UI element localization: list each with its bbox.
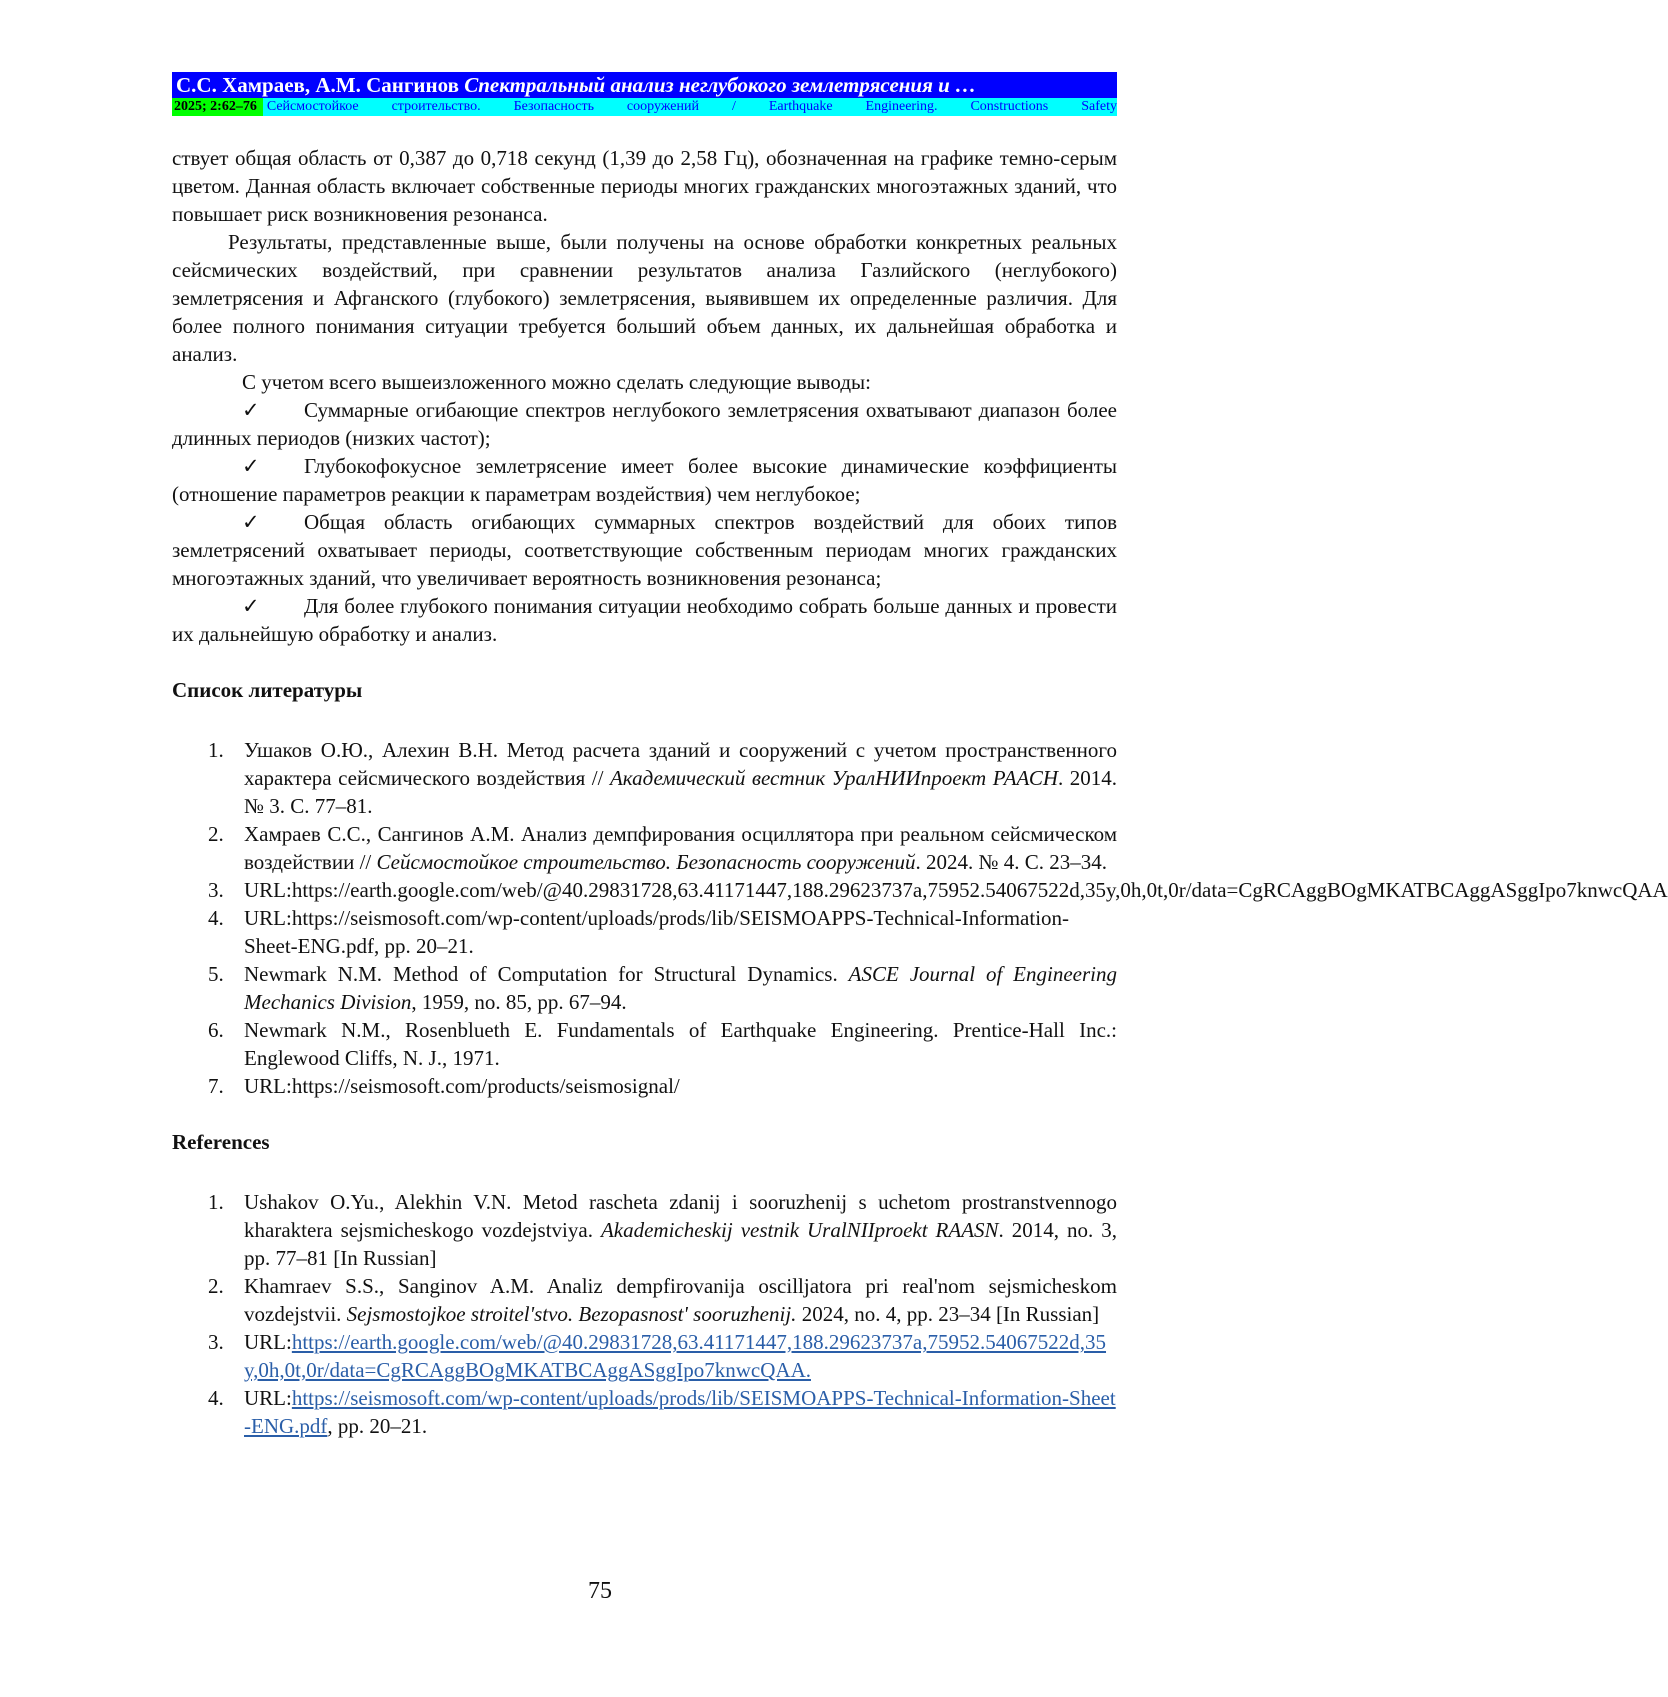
conclusion-text: Суммарные огибающие спектров неглубокого землетрясения охватывают диапазон более длинных периодов (низких частот); — [172, 398, 1117, 450]
paragraph: С учетом всего вышеизложенного можно сделать следующие выводы: — [242, 370, 871, 394]
reference-text: Ushakov O.Yu., Alekhin V.N. Metod rascheta zdanij i sooruzhenij s uchetom prostranstvennogo kharaktera sejsmicheskogo vozdejstviya. — [244, 1190, 1117, 1242]
header-journal-name: Сейсмостойкое строительство. Безопасность сооружений / Earthquake Engineering. Constructions Safety — [266, 99, 1117, 114]
references-list — [172, 1188, 1117, 1440]
conclusions-list — [172, 396, 1117, 648]
reference-source: Сейсмостойкое строительство. Безопасность сооружений — [376, 850, 916, 874]
reference-details: . 2014, no. 3, pp. 77–81 [In Russian] — [244, 1218, 1118, 1270]
references-heading: References — [172, 1130, 270, 1154]
reference-text: URL: — [244, 1386, 292, 1410]
reference-text: URL:https://earth.google.com/web/@40.29831728,63.41171447,188.29623737a,75952.54067522d,35y,0h,0t,0r/data=CgRCAggBOgMKATBCAggASggIpo7knwcQAA — [244, 878, 1668, 902]
reference-number: 4. — [208, 1386, 224, 1410]
reference-source: Академический вестник УралНИИпроект РААСН — [609, 766, 1059, 790]
reference-text: URL: — [244, 1330, 292, 1354]
reference-link[interactable]: https://seismosoft.com/wp-content/uploads/prods/lib/SEISMOAPPS-Technical-Information-Sheet-ENG.pdf — [244, 1386, 1116, 1438]
header-article-title: Спектральный анализ неглубокого землетрясения и … — [464, 73, 977, 97]
reference-source: ASCE Journal of Engineering Mechanics Division — [244, 962, 1117, 1014]
reference-number: 3. — [208, 1330, 224, 1354]
reference-item — [172, 1188, 1117, 1272]
conclusion-text: Для более глубокого понимания ситуации необходимо собрать больше данных и провести их дальнейшую обработку и анализ. — [172, 594, 1117, 646]
check-mark-icon: ✓ — [242, 594, 260, 618]
reference-item — [172, 960, 1117, 1016]
reference-details: 2024, no. 4, pp. 23–34 [In Russian] — [796, 1302, 1100, 1326]
reference-number: 6. — [208, 1018, 224, 1042]
reference-number: 1. — [208, 1190, 224, 1214]
reference-item — [172, 1328, 1117, 1384]
reference-details: . 2014. № 3. С. 77–81. — [244, 766, 1118, 818]
reference-item — [172, 736, 1117, 820]
reference-link[interactable]: https://earth.google.com/web/@40.29831728,63.41171447,188.29623737a,75952.54067522d,35y,0h,0t,0r/data=CgRCAggBOgMKATBCAggASggIpo7knwcQAA. — [244, 1330, 1107, 1382]
reference-number: 2. — [208, 1274, 224, 1298]
reference-number: 4. — [208, 906, 224, 930]
reference-text: Khamraev S.S., Sanginov A.M. Analiz dempfirovanija oscilljatora pri real'nom sejsmicheskom vozdejstvii. — [244, 1274, 1117, 1326]
conclusion-item — [172, 396, 1117, 452]
reference-number: 5. — [208, 962, 224, 986]
reference-source: Sejsmostojkoe stroitel'stvo. Bezopasnost' sooruzhenij. — [346, 1302, 797, 1326]
reference-text: URL:https://seismosoft.com/products/seismosignal/ — [244, 1074, 680, 1098]
reference-source: Akademicheskij vestnik UralNIIproekt RAASN — [600, 1218, 999, 1242]
reference-item — [172, 876, 1668, 904]
reference-item — [172, 1272, 1117, 1328]
reference-details: , pp. 20–21. — [327, 1414, 428, 1438]
reference-text: Newmark N.M., Rosenblueth E. Fundamentals of Earthquake Engineering. Prentice-Hall Inc.: Englewood Cliffs, N. J., 1971. — [244, 1018, 1117, 1070]
reference-item — [172, 1384, 1117, 1440]
reference-details: . 2024. № 4. С. 23–34. — [915, 850, 1108, 874]
header-year-issue: 2025; 2:62–76 — [172, 98, 263, 116]
paragraph: ствует общая область от 0,387 до 0,718 секунд (1,39 до 2,58 Гц), обозначенная на графике темно-серым цветом. Данная область включает собственные периоды многих гражданских многоэтажных зданий, что повышает риск возникновения резонанса. — [172, 146, 1117, 226]
paragraph: Результаты, представленные выше, были получены на основе обработки конкретных реальных сейсмических воздействий, при сравнении результатов анализа Газлийского (неглубокого) землетрясения и Афганского (глубокого) землетрясения, выявившем их определенные различия. Для более полного понимания ситуации требуется больший объем данных, их дальнейшая обработка и анализ. — [172, 230, 1117, 366]
page-content — [172, 72, 1668, 1440]
reference-number: 1. — [208, 738, 224, 762]
reference-item — [172, 1072, 1117, 1100]
reference-text: Newmark N.M. Method of Computation for Structural Dynamics. — [244, 962, 849, 986]
running-header-journal — [172, 98, 1117, 116]
article-body — [172, 144, 1668, 1440]
check-mark-icon: ✓ — [242, 510, 260, 534]
reference-item — [172, 1016, 1117, 1072]
reference-details: , 1959, no. 85, pp. 67–94. — [411, 990, 627, 1014]
header-authors: С.С. Хамраев, А.М. Сангинов — [176, 73, 459, 97]
literature-heading: Список литературы — [172, 678, 363, 702]
conclusion-text: Общая область огибающих суммарных спектров воздействий для обоих типов землетрясений охватывает периоды, соответствующие собственным периодам многих гражданских многоэтажных зданий, что увеличивает вероятность возникновения резонанса; — [172, 510, 1117, 590]
check-mark-icon: ✓ — [242, 454, 260, 478]
running-header-title — [172, 72, 1117, 98]
conclusion-item — [172, 452, 1117, 508]
reference-item — [172, 904, 1117, 960]
page-number: 75 — [588, 1578, 612, 1604]
reference-text: Ушаков О.Ю., Алехин В.Н. Метод расчета зданий и сооружений с учетом пространственного характера сейсмического воздействия // — [244, 738, 1117, 790]
reference-number: 7. — [208, 1074, 224, 1098]
conclusion-item — [172, 508, 1117, 592]
reference-text: Хамраев С.С., Сангинов А.М. Анализ демпфирования осциллятора при реальном сейсмическом воздействии // — [244, 822, 1117, 874]
reference-number: 2. — [208, 822, 224, 846]
reference-text: URL:https://seismosoft.com/wp-content/uploads/prods/lib/SEISMOAPPS-Technical-Information-Sheet-ENG.pdf, pp. 20–21. — [244, 906, 1070, 958]
check-mark-icon: ✓ — [242, 398, 260, 422]
reference-item — [172, 820, 1117, 876]
literature-list — [172, 736, 1668, 1100]
conclusion-item — [172, 592, 1117, 648]
reference-number: 3. — [208, 878, 224, 902]
conclusion-text: Глубокофокусное землетрясение имеет более высокие динамические коэффициенты (отношение параметров реакции к параметрам воздействия) чем неглубокое; — [172, 454, 1117, 506]
